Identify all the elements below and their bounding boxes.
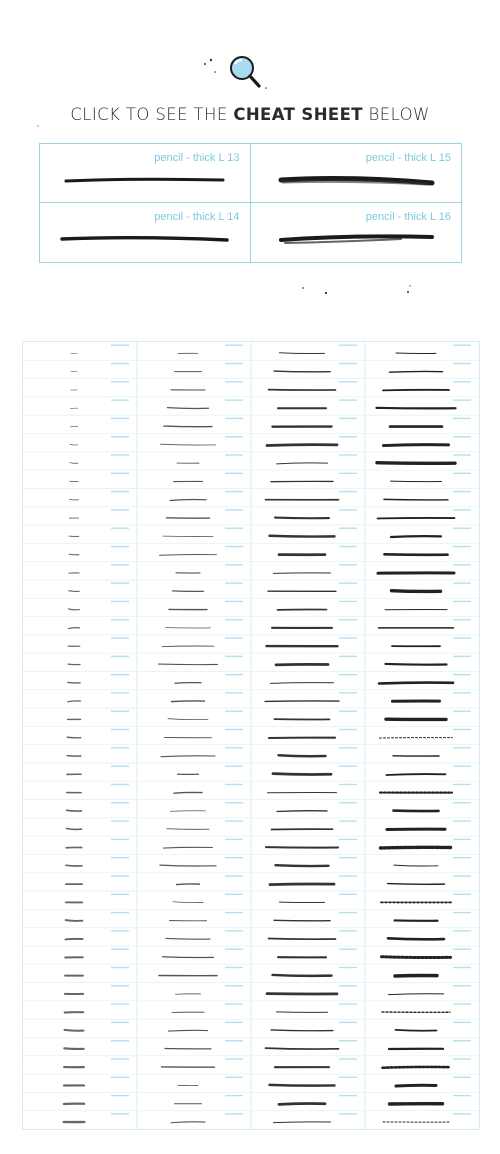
headline-prefix: CLICK TO SEE THE <box>70 105 234 124</box>
brush-label: pencil - thick L 13 <box>154 152 240 164</box>
brush-label: pencil - thick L 14 <box>154 211 240 223</box>
brush-label: pencil - thick L 16 <box>365 211 451 223</box>
headline-strong: CHEAT SHEET <box>233 105 363 124</box>
brush-label: pencil - thick L 15 <box>365 152 451 164</box>
cheat-sheet-grid <box>23 342 479 1129</box>
decorative-dots <box>0 0 500 340</box>
cheat-sheet[interactable] <box>22 341 480 1130</box>
headline-suffix: BELOW <box>362 105 430 124</box>
